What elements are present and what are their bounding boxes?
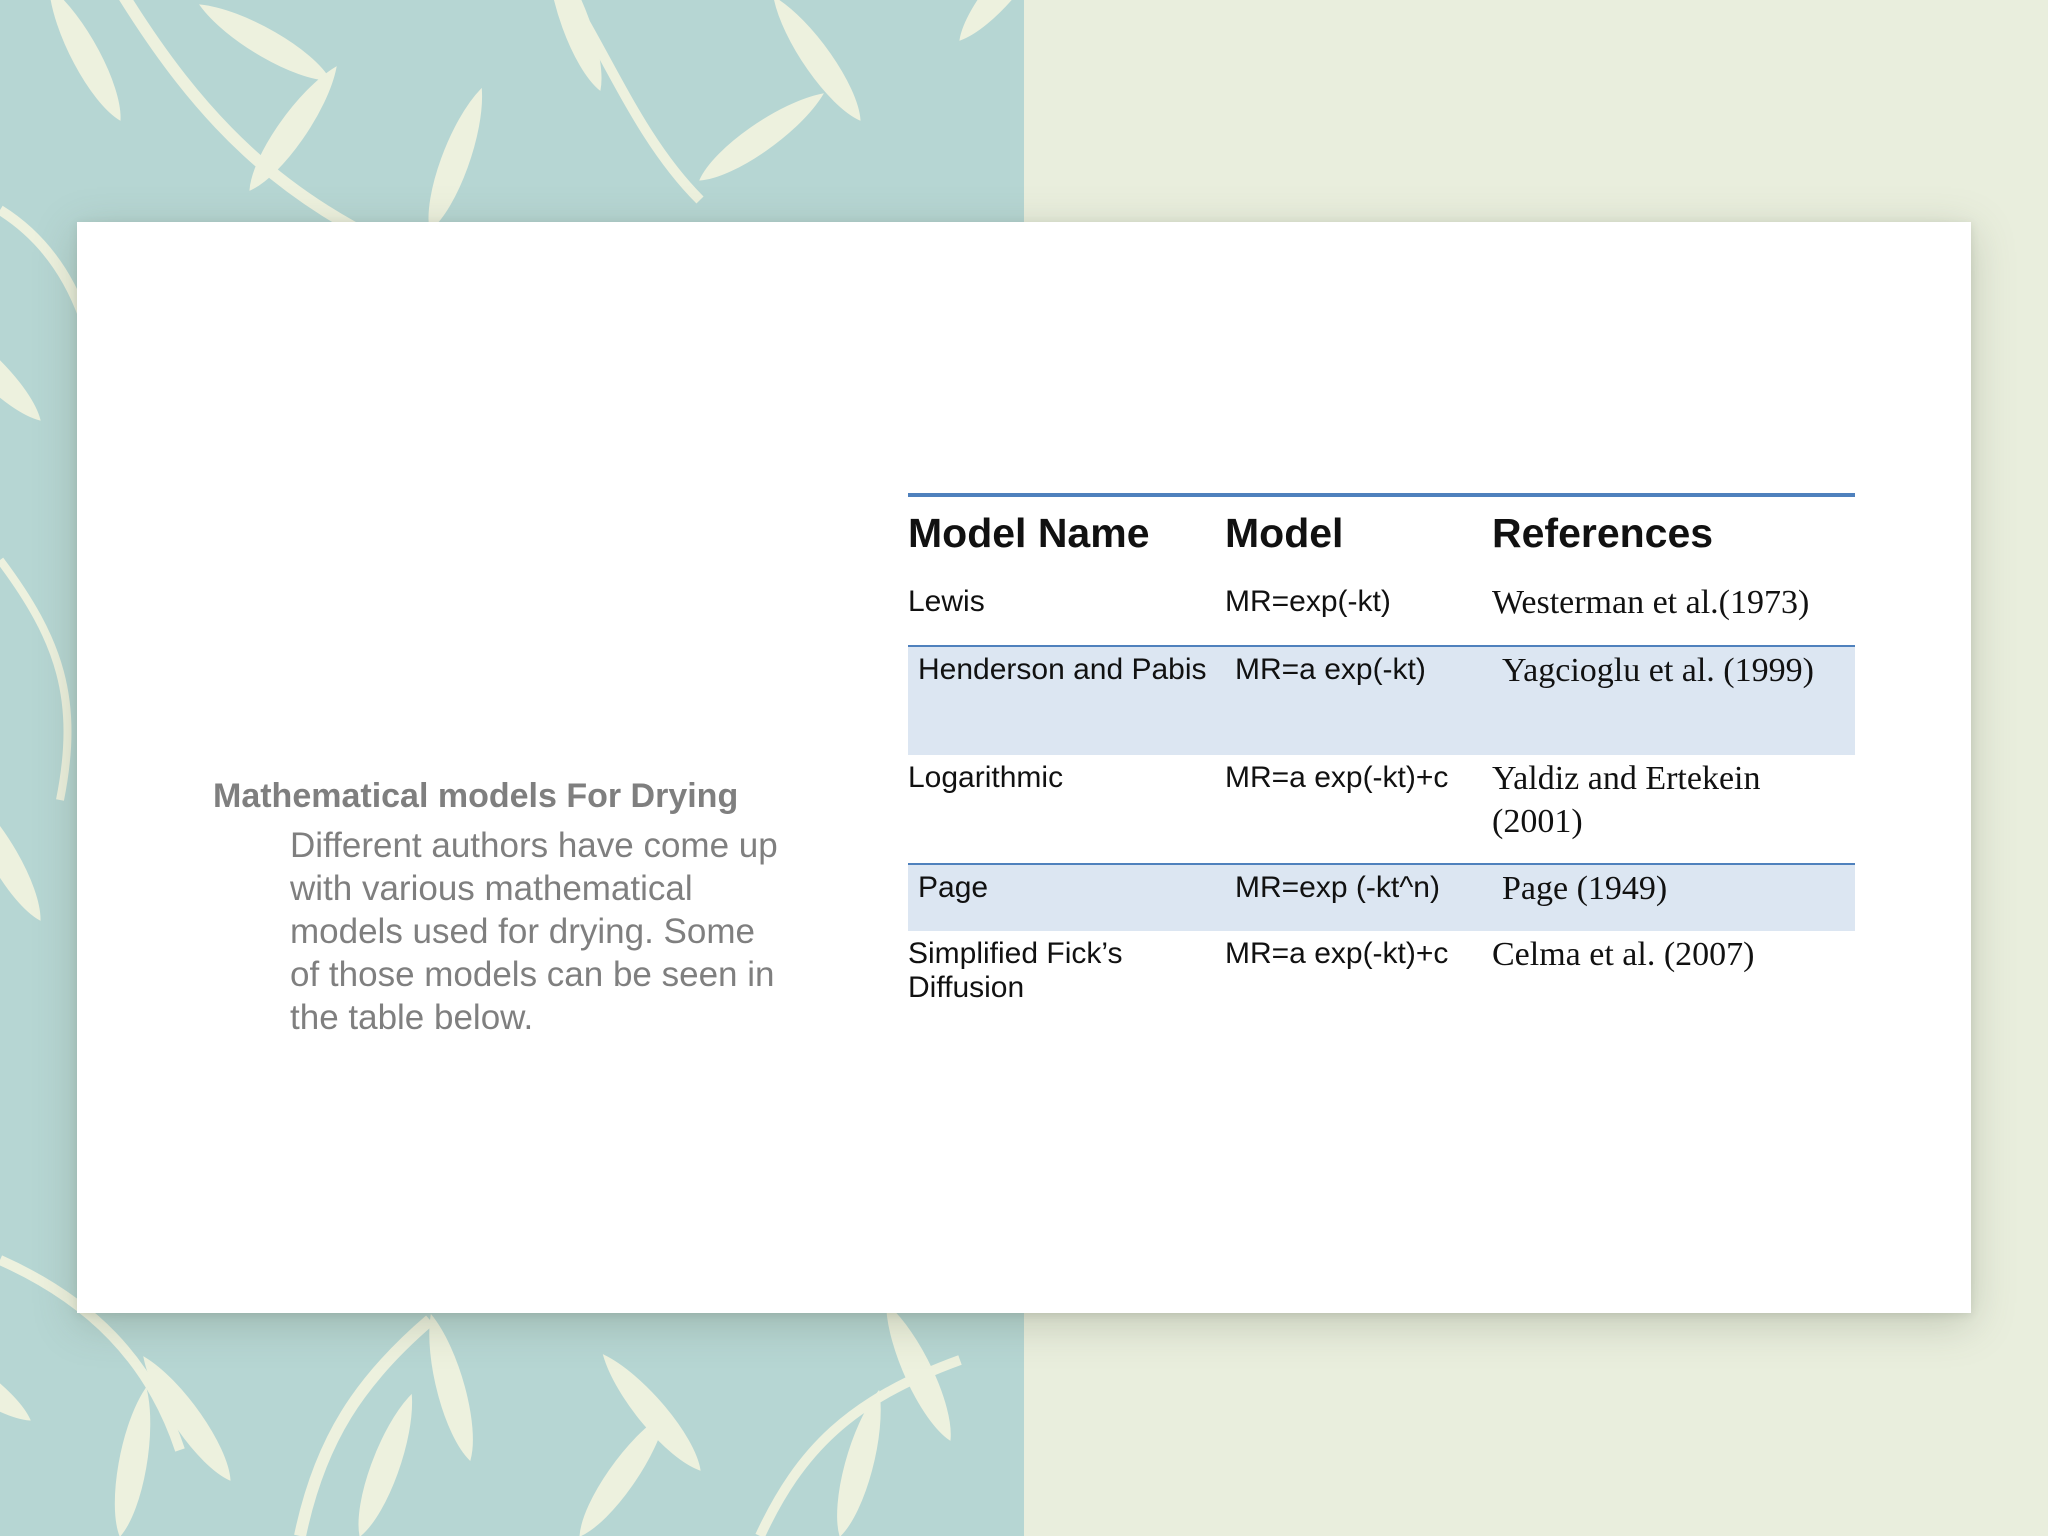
model-formula-cell: MR=a exp(-kt) bbox=[1235, 653, 1426, 686]
model-formula-cell: MR=exp (-kt^n) bbox=[1235, 871, 1440, 904]
column-header-references: References bbox=[1492, 510, 1714, 556]
table-row bbox=[908, 931, 1855, 1015]
models-table bbox=[908, 493, 1855, 1015]
model-formula-cell: MR=a exp(-kt)+c bbox=[1225, 761, 1449, 794]
model-name-cell: Logarithmic bbox=[908, 761, 1064, 794]
model-formula-cell: MR=exp(-kt) bbox=[1225, 585, 1391, 618]
table-row bbox=[908, 645, 1855, 755]
model-formula-cell: MR=a exp(-kt)+c bbox=[1225, 937, 1449, 970]
intro-title: Mathematical models For Drying bbox=[213, 777, 739, 815]
reference-cell: Celma et al. (2007) bbox=[1492, 936, 1755, 973]
table-row bbox=[908, 755, 1855, 863]
model-name-cell: Henderson and Pabis bbox=[918, 653, 1207, 686]
table-row bbox=[908, 581, 1855, 645]
reference-cell: Yagcioglu et al. (1999) bbox=[1502, 652, 1814, 689]
model-name-cell: Lewis bbox=[908, 585, 985, 618]
column-header-model-name: Model Name bbox=[908, 510, 1150, 556]
reference-cell: Westerman et al.(1973) bbox=[1492, 584, 1810, 621]
reference-cell: Page (1949) bbox=[1502, 870, 1668, 907]
reference-cell: Yaldiz and Ertekein (2001) bbox=[1492, 760, 1761, 840]
intro-body: Different authors have come up with various mathematical models used for drying. Some of those models can be seen in the table below. bbox=[290, 826, 778, 1037]
table-row bbox=[908, 863, 1855, 931]
column-header-model: Model bbox=[1225, 510, 1344, 556]
slide bbox=[77, 222, 1971, 1313]
model-name-cell: Simplified Fick’s Diffusion bbox=[908, 937, 1123, 1004]
intro-text-block bbox=[213, 774, 833, 1039]
model-name-cell: Page bbox=[918, 871, 989, 904]
table-header-row bbox=[908, 497, 1855, 581]
